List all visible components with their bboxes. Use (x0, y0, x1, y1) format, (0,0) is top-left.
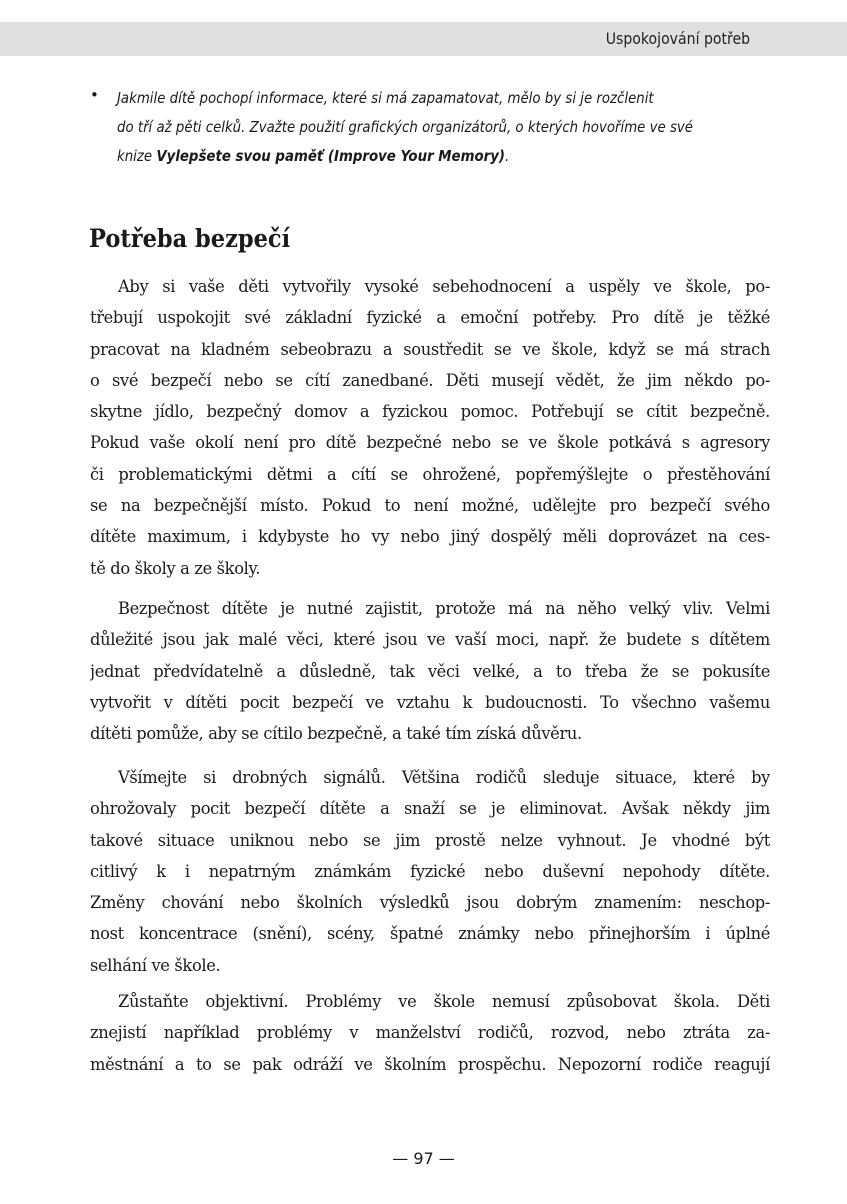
paragraph-line: Změny chování nebo školních výsledků jsou dobrým znamením: neschop- (90, 893, 770, 913)
paragraph-line: selhání ve škole. (90, 955, 221, 975)
bullet-line (117, 142, 679, 171)
paragraph-line: jednat předvídatelně a důsledně, tak věci velké, a to třeba že se pokusíte (90, 661, 770, 681)
paragraph-line: třebují uspokojit své základní fyzické a emoční potřeby. Pro dítě je těžké (90, 308, 770, 328)
paragraph-line: dítěte maximum, i kdybyste ho vy nebo jiný dospělý měli doprovázet na ces- (90, 527, 770, 547)
paragraph-line: dítěti pomůže, aby se cítilo bezpečně, a také tím získá důvěru. (90, 724, 582, 744)
bullet-item (117, 84, 770, 171)
section-heading: Potřeba bezpečí (89, 224, 291, 253)
bullet-text: . (504, 147, 510, 165)
bullet-text: knize (117, 147, 157, 165)
paragraph-line: či problematickými dětmi a cítí se ohrožené, popřemýšlejte o přestěhování (90, 464, 770, 484)
paragraph-line: takové situace uniknou nebo se jim prostě nelze vyhnout. Je vhodné být (90, 830, 770, 850)
paragraph-line: znejistí například problémy v manželství rodičů, rozvod, nebo ztráta za- (90, 1023, 770, 1043)
paragraph-line: o své bezpečí nebo se cítí zanedbané. Děti musejí vědět, že jim někdo po- (90, 370, 770, 390)
paragraph-line: Pokud vaše okolí není pro dítě bezpečné nebo se ve škole potkává s agresory (90, 433, 770, 453)
paragraph-line: Všímejte si drobných signálů. Většina rodičů sleduje situace, které by (118, 768, 770, 787)
book-title: Vylepšete svou paměť (Improve Your Memory) (156, 147, 505, 165)
body-paragraph (90, 271, 770, 584)
body-paragraph (90, 762, 770, 981)
bullet-line: Jakmile dítě pochopí informace, které si má zapamatovat, mělo by si je rozčlenit (117, 89, 654, 107)
paragraph-line: tě do školy a ze školy. (90, 558, 261, 578)
bullet-icon: • (90, 86, 99, 104)
body-paragraph (90, 593, 770, 749)
paragraph-line: městnání a to se pak odráží ve školním prospěchu. Nepozorní rodiče reagují (90, 1054, 770, 1074)
paragraph-line: Bezpečnost dítěte je nutné zajistit, protože má na něho velký vliv. Velmi (118, 599, 770, 618)
running-header-title: Uspokojování potřeb (605, 29, 750, 48)
paragraph-line: Zůstaňte objektivní. Problémy ve škole nemusí způsobovat škola. Děti (118, 992, 770, 1011)
paragraph-line: skytne jídlo, bezpečný domov a fyzickou pomoc. Potřebují se cítit bezpečně. (90, 402, 770, 422)
body-paragraph (90, 986, 770, 1080)
paragraph-line: se na bezpečnější místo. Pokud to není možné, udělejte pro bezpečí svého (90, 496, 770, 516)
paragraph-line: vytvořit v dítěti pocit bezpečí ve vztahu k budoucnosti. To všechno vašemu (90, 692, 770, 712)
paragraph-line: citlivý k i nepatrným známkám fyzické nebo duševní nepohody dítěte. (90, 861, 770, 881)
paragraph-line: nost koncentrace (snění), scény, špatné známky nebo přinejhorším i úplné (90, 924, 770, 944)
paragraph-line: ohrožovaly pocit bezpečí dítěte a snaží se je eliminovat. Avšak někdy jim (90, 799, 770, 819)
page-number: — 97 — (392, 1149, 455, 1168)
paragraph-line: pracovat na kladném sebeobrazu a soustředit se ve škole, když se má strach (90, 339, 770, 359)
bullet-line: do tří až pěti celků. Zvažte použití grafických organizátorů, o kterých hovoříme ve své (117, 118, 693, 136)
paragraph-line: důležité jsou jak malé věci, které jsou ve vaší moci, např. že budete s dítětem (90, 630, 770, 650)
paragraph-line: Aby si vaše děti vytvořily vysoké sebehodnocení a uspěly ve škole, po- (118, 277, 770, 296)
running-header (0, 22, 847, 56)
